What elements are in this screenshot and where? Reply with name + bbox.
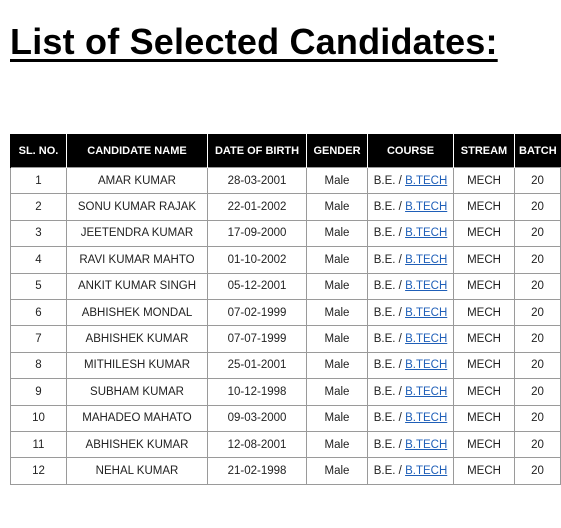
header-candidate-name: CANDIDATE NAME bbox=[67, 134, 208, 168]
cell-course bbox=[368, 405, 454, 431]
cell-candidate-name: ABHISHEK MONDAL bbox=[67, 299, 208, 325]
cell-sl-no: 7 bbox=[11, 326, 67, 352]
header-date-of-birth: DATE OF BIRTH bbox=[208, 134, 307, 168]
cell-course bbox=[368, 379, 454, 405]
table-row bbox=[11, 352, 561, 378]
course-prefix: B.E. / bbox=[373, 464, 406, 477]
cell-date-of-birth: 07-07-1999 bbox=[208, 326, 307, 352]
course-prefix: B.E. / bbox=[373, 333, 406, 346]
header-course: COURSE bbox=[368, 134, 454, 168]
table-row bbox=[11, 299, 561, 325]
cell-course bbox=[368, 168, 454, 194]
cell-gender: Male bbox=[307, 352, 368, 378]
cell-candidate-name: MAHADEO MAHATO bbox=[67, 405, 208, 431]
candidates-table-container bbox=[10, 134, 557, 485]
cell-stream: MECH bbox=[454, 220, 515, 246]
cell-candidate-name: SUBHAM KUMAR bbox=[67, 379, 208, 405]
cell-date-of-birth: 01-10-2002 bbox=[208, 247, 307, 273]
table-body bbox=[11, 168, 561, 485]
cell-stream: MECH bbox=[454, 431, 515, 457]
cell-candidate-name: ABHISHEK KUMAR bbox=[67, 431, 208, 457]
course-link[interactable]: B.TECH bbox=[405, 253, 448, 266]
cell-batch: 20 bbox=[515, 431, 561, 457]
cell-sl-no: 10 bbox=[11, 405, 67, 431]
course-prefix: B.E. / bbox=[373, 385, 406, 398]
cell-sl-no: 5 bbox=[11, 273, 67, 299]
cell-candidate-name: MITHILESH KUMAR bbox=[67, 352, 208, 378]
cell-date-of-birth: 12-08-2001 bbox=[208, 431, 307, 457]
cell-date-of-birth: 17-09-2000 bbox=[208, 220, 307, 246]
cell-candidate-name: RAVI KUMAR MAHTO bbox=[67, 247, 208, 273]
cell-course bbox=[368, 220, 454, 246]
cell-batch: 20 bbox=[515, 273, 561, 299]
cell-stream: MECH bbox=[454, 168, 515, 194]
table-row bbox=[11, 168, 561, 194]
cell-stream: MECH bbox=[454, 326, 515, 352]
header-gender: GENDER bbox=[307, 134, 368, 168]
cell-batch: 20 bbox=[515, 352, 561, 378]
table-row bbox=[11, 431, 561, 457]
course-prefix: B.E. / bbox=[373, 359, 406, 372]
cell-batch: 20 bbox=[515, 168, 561, 194]
table-row bbox=[11, 458, 561, 484]
cell-batch: 20 bbox=[515, 458, 561, 484]
cell-sl-no: 6 bbox=[11, 299, 67, 325]
cell-candidate-name: ANKIT KUMAR SINGH bbox=[67, 273, 208, 299]
cell-course bbox=[368, 194, 454, 220]
cell-stream: MECH bbox=[454, 379, 515, 405]
cell-date-of-birth: 22-01-2002 bbox=[208, 194, 307, 220]
cell-course bbox=[368, 458, 454, 484]
cell-candidate-name: ABHISHEK KUMAR bbox=[67, 326, 208, 352]
cell-sl-no: 1 bbox=[11, 168, 67, 194]
header-batch: BATCH bbox=[515, 134, 561, 168]
cell-sl-no: 3 bbox=[11, 220, 67, 246]
cell-batch: 20 bbox=[515, 326, 561, 352]
cell-gender: Male bbox=[307, 405, 368, 431]
course-link[interactable]: B.TECH bbox=[405, 280, 448, 293]
cell-course bbox=[368, 352, 454, 378]
course-link[interactable]: B.TECH bbox=[405, 201, 448, 214]
cell-course bbox=[368, 247, 454, 273]
table-header bbox=[11, 134, 561, 168]
course-link[interactable]: B.TECH bbox=[405, 385, 448, 398]
course-link[interactable]: B.TECH bbox=[405, 412, 448, 425]
course-link[interactable]: B.TECH bbox=[405, 438, 448, 451]
table-row bbox=[11, 326, 561, 352]
cell-course bbox=[368, 431, 454, 457]
cell-sl-no: 9 bbox=[11, 379, 67, 405]
cell-candidate-name: NEHAL KUMAR bbox=[67, 458, 208, 484]
cell-gender: Male bbox=[307, 379, 368, 405]
cell-course bbox=[368, 273, 454, 299]
page-title: List of Selected Candidates: bbox=[10, 21, 498, 62]
course-link[interactable]: B.TECH bbox=[405, 359, 448, 372]
course-prefix: B.E. / bbox=[373, 174, 406, 187]
cell-sl-no: 8 bbox=[11, 352, 67, 378]
cell-gender: Male bbox=[307, 326, 368, 352]
cell-date-of-birth: 07-02-1999 bbox=[208, 299, 307, 325]
cell-date-of-birth: 28-03-2001 bbox=[208, 168, 307, 194]
course-link[interactable]: B.TECH bbox=[405, 227, 448, 240]
cell-date-of-birth: 21-02-1998 bbox=[208, 458, 307, 484]
cell-date-of-birth: 09-03-2000 bbox=[208, 405, 307, 431]
cell-sl-no: 2 bbox=[11, 194, 67, 220]
header-stream: STREAM bbox=[454, 134, 515, 168]
course-link[interactable]: B.TECH bbox=[405, 333, 448, 346]
course-prefix: B.E. / bbox=[373, 438, 406, 451]
cell-stream: MECH bbox=[454, 194, 515, 220]
cell-batch: 20 bbox=[515, 405, 561, 431]
table-row bbox=[11, 379, 561, 405]
cell-gender: Male bbox=[307, 299, 368, 325]
cell-stream: MECH bbox=[454, 273, 515, 299]
table-row bbox=[11, 247, 561, 273]
cell-gender: Male bbox=[307, 220, 368, 246]
course-prefix: B.E. / bbox=[373, 253, 406, 266]
cell-stream: MECH bbox=[454, 352, 515, 378]
cell-stream: MECH bbox=[454, 458, 515, 484]
table-row bbox=[11, 405, 561, 431]
cell-batch: 20 bbox=[515, 247, 561, 273]
cell-batch: 20 bbox=[515, 299, 561, 325]
course-link[interactable]: B.TECH bbox=[405, 174, 448, 187]
header-row bbox=[11, 134, 561, 168]
course-link[interactable]: B.TECH bbox=[405, 464, 448, 477]
cell-gender: Male bbox=[307, 194, 368, 220]
cell-sl-no: 4 bbox=[11, 247, 67, 273]
table-row bbox=[11, 194, 561, 220]
course-link[interactable]: B.TECH bbox=[405, 306, 448, 319]
cell-date-of-birth: 25-01-2001 bbox=[208, 352, 307, 378]
cell-stream: MECH bbox=[454, 299, 515, 325]
cell-gender: Male bbox=[307, 431, 368, 457]
table-row bbox=[11, 220, 561, 246]
cell-date-of-birth: 05-12-2001 bbox=[208, 273, 307, 299]
cell-candidate-name: AMAR KUMAR bbox=[67, 168, 208, 194]
cell-stream: MECH bbox=[454, 247, 515, 273]
cell-sl-no: 11 bbox=[11, 431, 67, 457]
cell-date-of-birth: 10-12-1998 bbox=[208, 379, 307, 405]
course-prefix: B.E. / bbox=[373, 201, 406, 214]
cell-batch: 20 bbox=[515, 379, 561, 405]
cell-gender: Male bbox=[307, 458, 368, 484]
cell-candidate-name: SONU KUMAR RAJAK bbox=[67, 194, 208, 220]
cell-gender: Male bbox=[307, 247, 368, 273]
course-prefix: B.E. / bbox=[373, 280, 406, 293]
cell-candidate-name: JEETENDRA KUMAR bbox=[67, 220, 208, 246]
cell-course bbox=[368, 299, 454, 325]
cell-gender: Male bbox=[307, 273, 368, 299]
course-prefix: B.E. / bbox=[373, 306, 406, 319]
cell-batch: 20 bbox=[515, 194, 561, 220]
header-sl-no: SL. NO. bbox=[11, 134, 67, 168]
course-prefix: B.E. / bbox=[373, 227, 406, 240]
cell-sl-no: 12 bbox=[11, 458, 67, 484]
cell-course bbox=[368, 326, 454, 352]
selected-candidates-table bbox=[10, 134, 561, 485]
cell-gender: Male bbox=[307, 168, 368, 194]
cell-stream: MECH bbox=[454, 405, 515, 431]
cell-batch: 20 bbox=[515, 220, 561, 246]
course-prefix: B.E. / bbox=[373, 412, 406, 425]
table-row bbox=[11, 273, 561, 299]
